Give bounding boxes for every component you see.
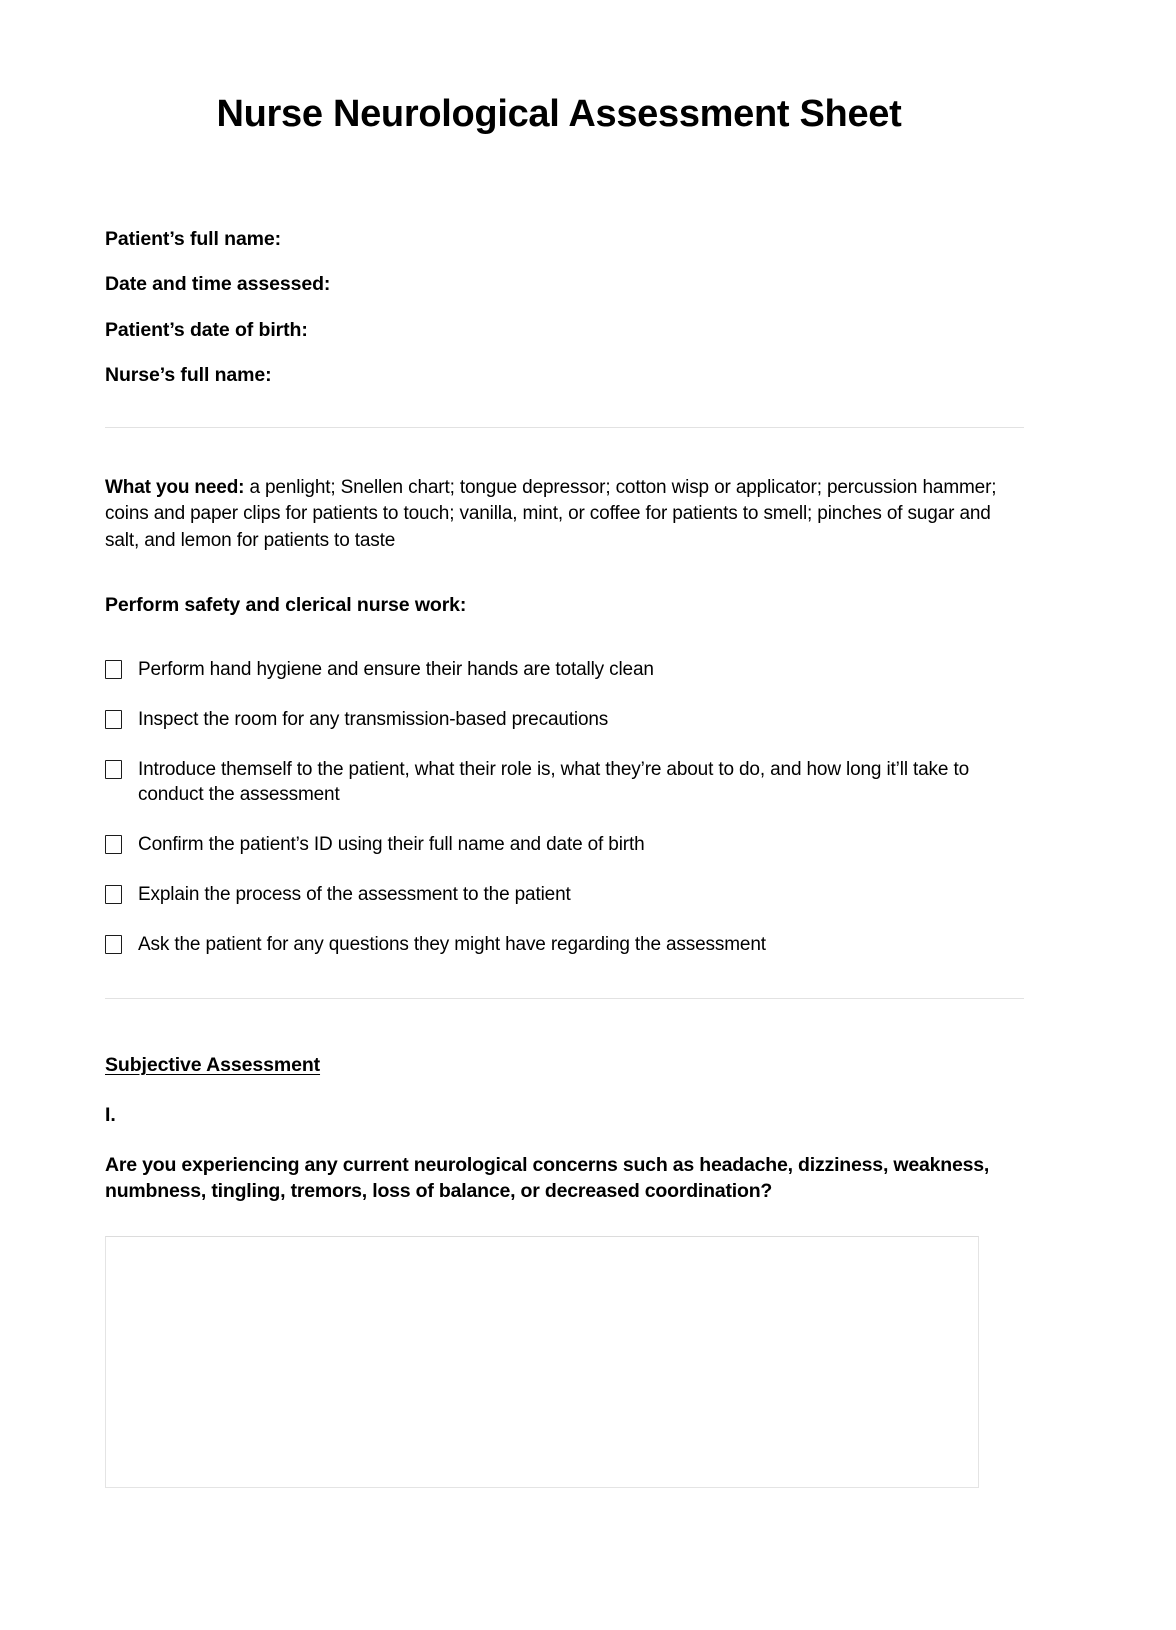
subjective-assessment-heading: Subjective Assessment: [105, 1054, 321, 1077]
page-title: Nurse Neurological Assessment Sheet: [216, 93, 902, 135]
answer-input-box[interactable]: [105, 1236, 979, 1488]
checklist-item-label: Perform hand hygiene and ensure their hands are totally clean: [138, 658, 654, 680]
checklist-item[interactable]: [105, 757, 1026, 807]
supplies-paragraph: [105, 475, 1026, 555]
supplies-text: a penlight; Snellen chart; tongue depressor; cotton wisp or applicator; percussion hammer; coins and paper clips for patients to touch; vanilla, mint, or coffee for patients to smell; pinches of sugar and salt, and lemon for patients to taste: [105, 476, 997, 552]
safety-checklist: [105, 657, 1026, 958]
checkbox-icon[interactable]: [105, 760, 122, 779]
supplies-and-safety-section: [0, 475, 1176, 958]
question-number: I.: [105, 1104, 116, 1127]
meta-field-date-time-assessed[interactable]: Date and time assessed:: [105, 273, 331, 296]
checklist-item-label: Ask the patient for any questions they might have regarding the assessment: [138, 934, 766, 956]
checklist-item-label: Confirm the patient’s ID using their full name and date of birth: [138, 834, 645, 856]
checklist-item[interactable]: [105, 882, 1026, 907]
checkbox-icon[interactable]: [105, 710, 122, 729]
meta-field-patient-full-name[interactable]: Patient’s full name:: [105, 227, 282, 250]
subjective-assessment-section: [0, 1054, 1176, 1487]
meta-field-patient-date-of-birth[interactable]: Patient’s date of birth:: [105, 318, 308, 341]
checklist-item-label: Explain the process of the assessment to the patient: [138, 884, 571, 906]
safety-section-heading: Perform safety and clerical nurse work:: [105, 593, 467, 616]
checkbox-icon[interactable]: [105, 885, 122, 904]
checklist-item-label: Introduce themself to the patient, what their role is, what they’re about to do, and how long it’ll take to conduct the assessment: [138, 759, 969, 806]
section-divider-top: [105, 427, 1024, 428]
document-body: [0, 227, 1176, 387]
checkbox-icon[interactable]: [105, 935, 122, 954]
checkbox-icon[interactable]: [105, 835, 122, 854]
checklist-item[interactable]: [105, 707, 1026, 732]
supplies-lead-label: What you need:: [105, 476, 245, 498]
question-text: Are you experiencing any current neurological concerns such as headache, dizziness, weakness, numbness, tingling, tremors, loss of balance, or decreased coordination?: [105, 1154, 990, 1203]
checklist-item[interactable]: [105, 832, 1026, 857]
patient-meta-block: [105, 227, 1026, 387]
checklist-item-label: Inspect the room for any transmission-based precautions: [138, 709, 609, 731]
checklist-item[interactable]: [105, 932, 1026, 957]
meta-field-nurse-full-name[interactable]: Nurse’s full name:: [105, 364, 272, 387]
checklist-item[interactable]: [105, 657, 1026, 682]
checkbox-icon[interactable]: [105, 660, 122, 679]
section-divider-middle: [105, 998, 1024, 999]
